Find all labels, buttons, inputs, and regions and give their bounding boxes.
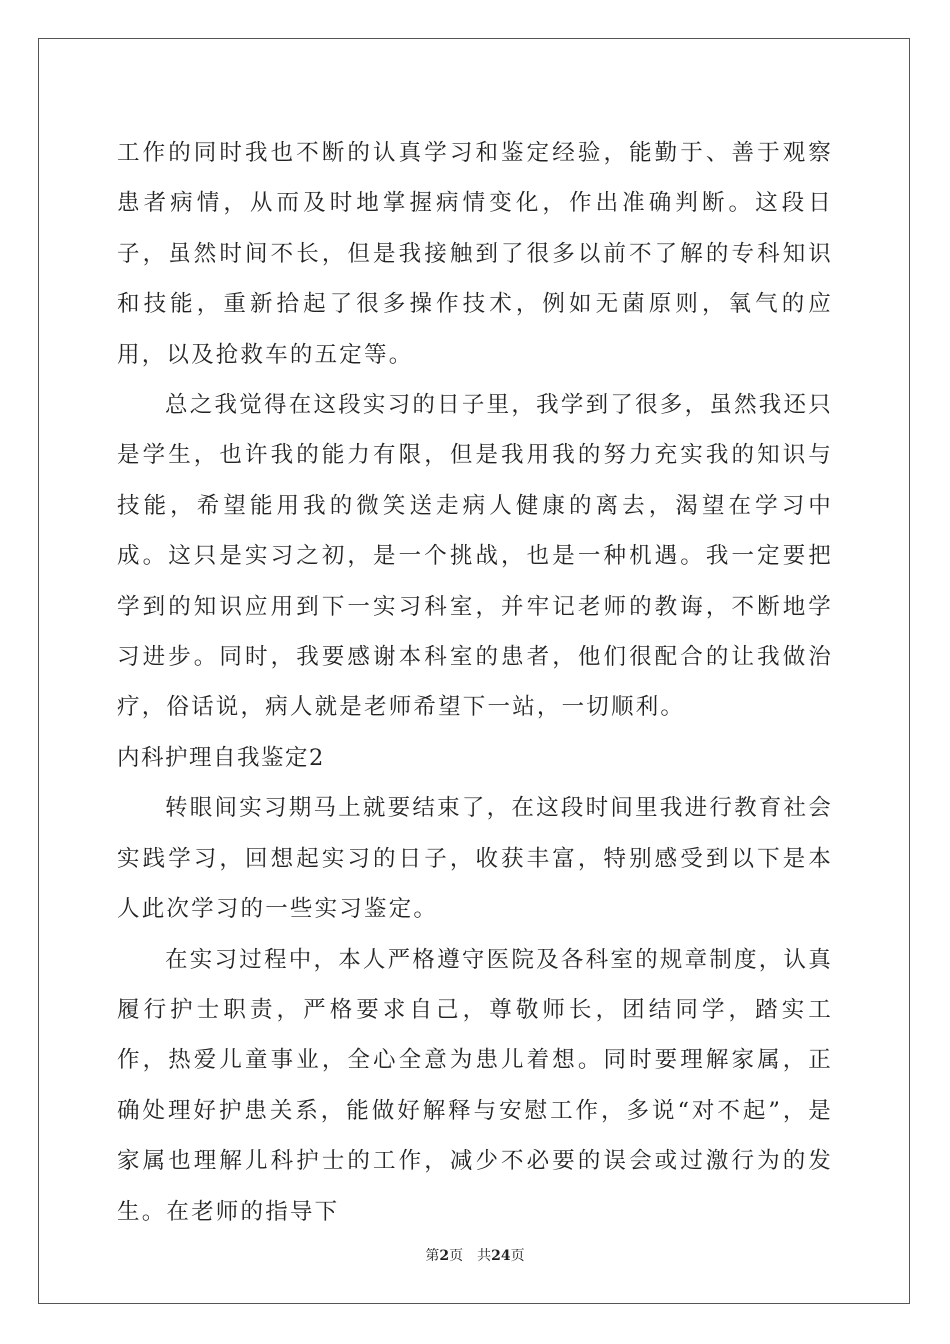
total-pages: 24 — [491, 1248, 511, 1264]
total-prefix: 共 — [477, 1248, 492, 1264]
page-number: 2 — [439, 1248, 450, 1264]
paragraph-1: 工作的同时我也不断的认真学习和鉴定经验，能勤于、善于观察患者病情，从而及时地掌握病情变化，作出准确判断。这段日子，虽然时间不长，但是我接触到了很多以前不了解的专科知识和技能，重新拾起了很多操作技术，例如无菌原则，氧气的应用，以及抢救车的五定等。 — [117, 140, 833, 368]
page-prefix: 第 — [425, 1248, 440, 1264]
page-suffix: 页 — [449, 1248, 464, 1264]
page-footer — [0, 1246, 950, 1266]
paragraph-4: 在实习过程中，本人严格遵守医院及各科室的规章制度，认真履行护士职责，严格要求自己，尊敬师长，团结同学，踏实工作，热爱儿童事业，全心全意为患儿着想。同时要理解家属，正确处理好护患关系，能做好解释与安慰工作，多说“对不起”，是家属也理解儿科护士的工作，减少不必要的误会或过激行为的发生。在老师的指导下 — [117, 946, 833, 1225]
paragraph-2: 总之我觉得在这段实习的日子里，我学到了很多，虽然我还只是学生，也许我的能力有限，但是我用我的努力充实我的知识与技能，希望能用我的微笑送走病人健康的离去，渴望在学习中成。这只是实习之初，是一个挑战，也是一种机遇。我一定要把学到的知识应用到下一实习科室，并牢记老师的教诲，不断地学习进步。同时，我要感谢本科室的患者，他们很配合的让我做治疗，俗话说，病人就是老师希望下一站，一切顺利。 — [117, 392, 833, 721]
document-body — [117, 128, 833, 1237]
paragraph-3: 转眼间实习期马上就要结束了，在这段时间里我进行教育社会实践学习，回想起实习的日子，收获丰富，特别感受到以下是本人此次学习的一些实习鉴定。 — [117, 795, 833, 923]
total-suffix: 页 — [510, 1248, 525, 1264]
section-heading: 内科护理自我鉴定2 — [117, 744, 325, 771]
